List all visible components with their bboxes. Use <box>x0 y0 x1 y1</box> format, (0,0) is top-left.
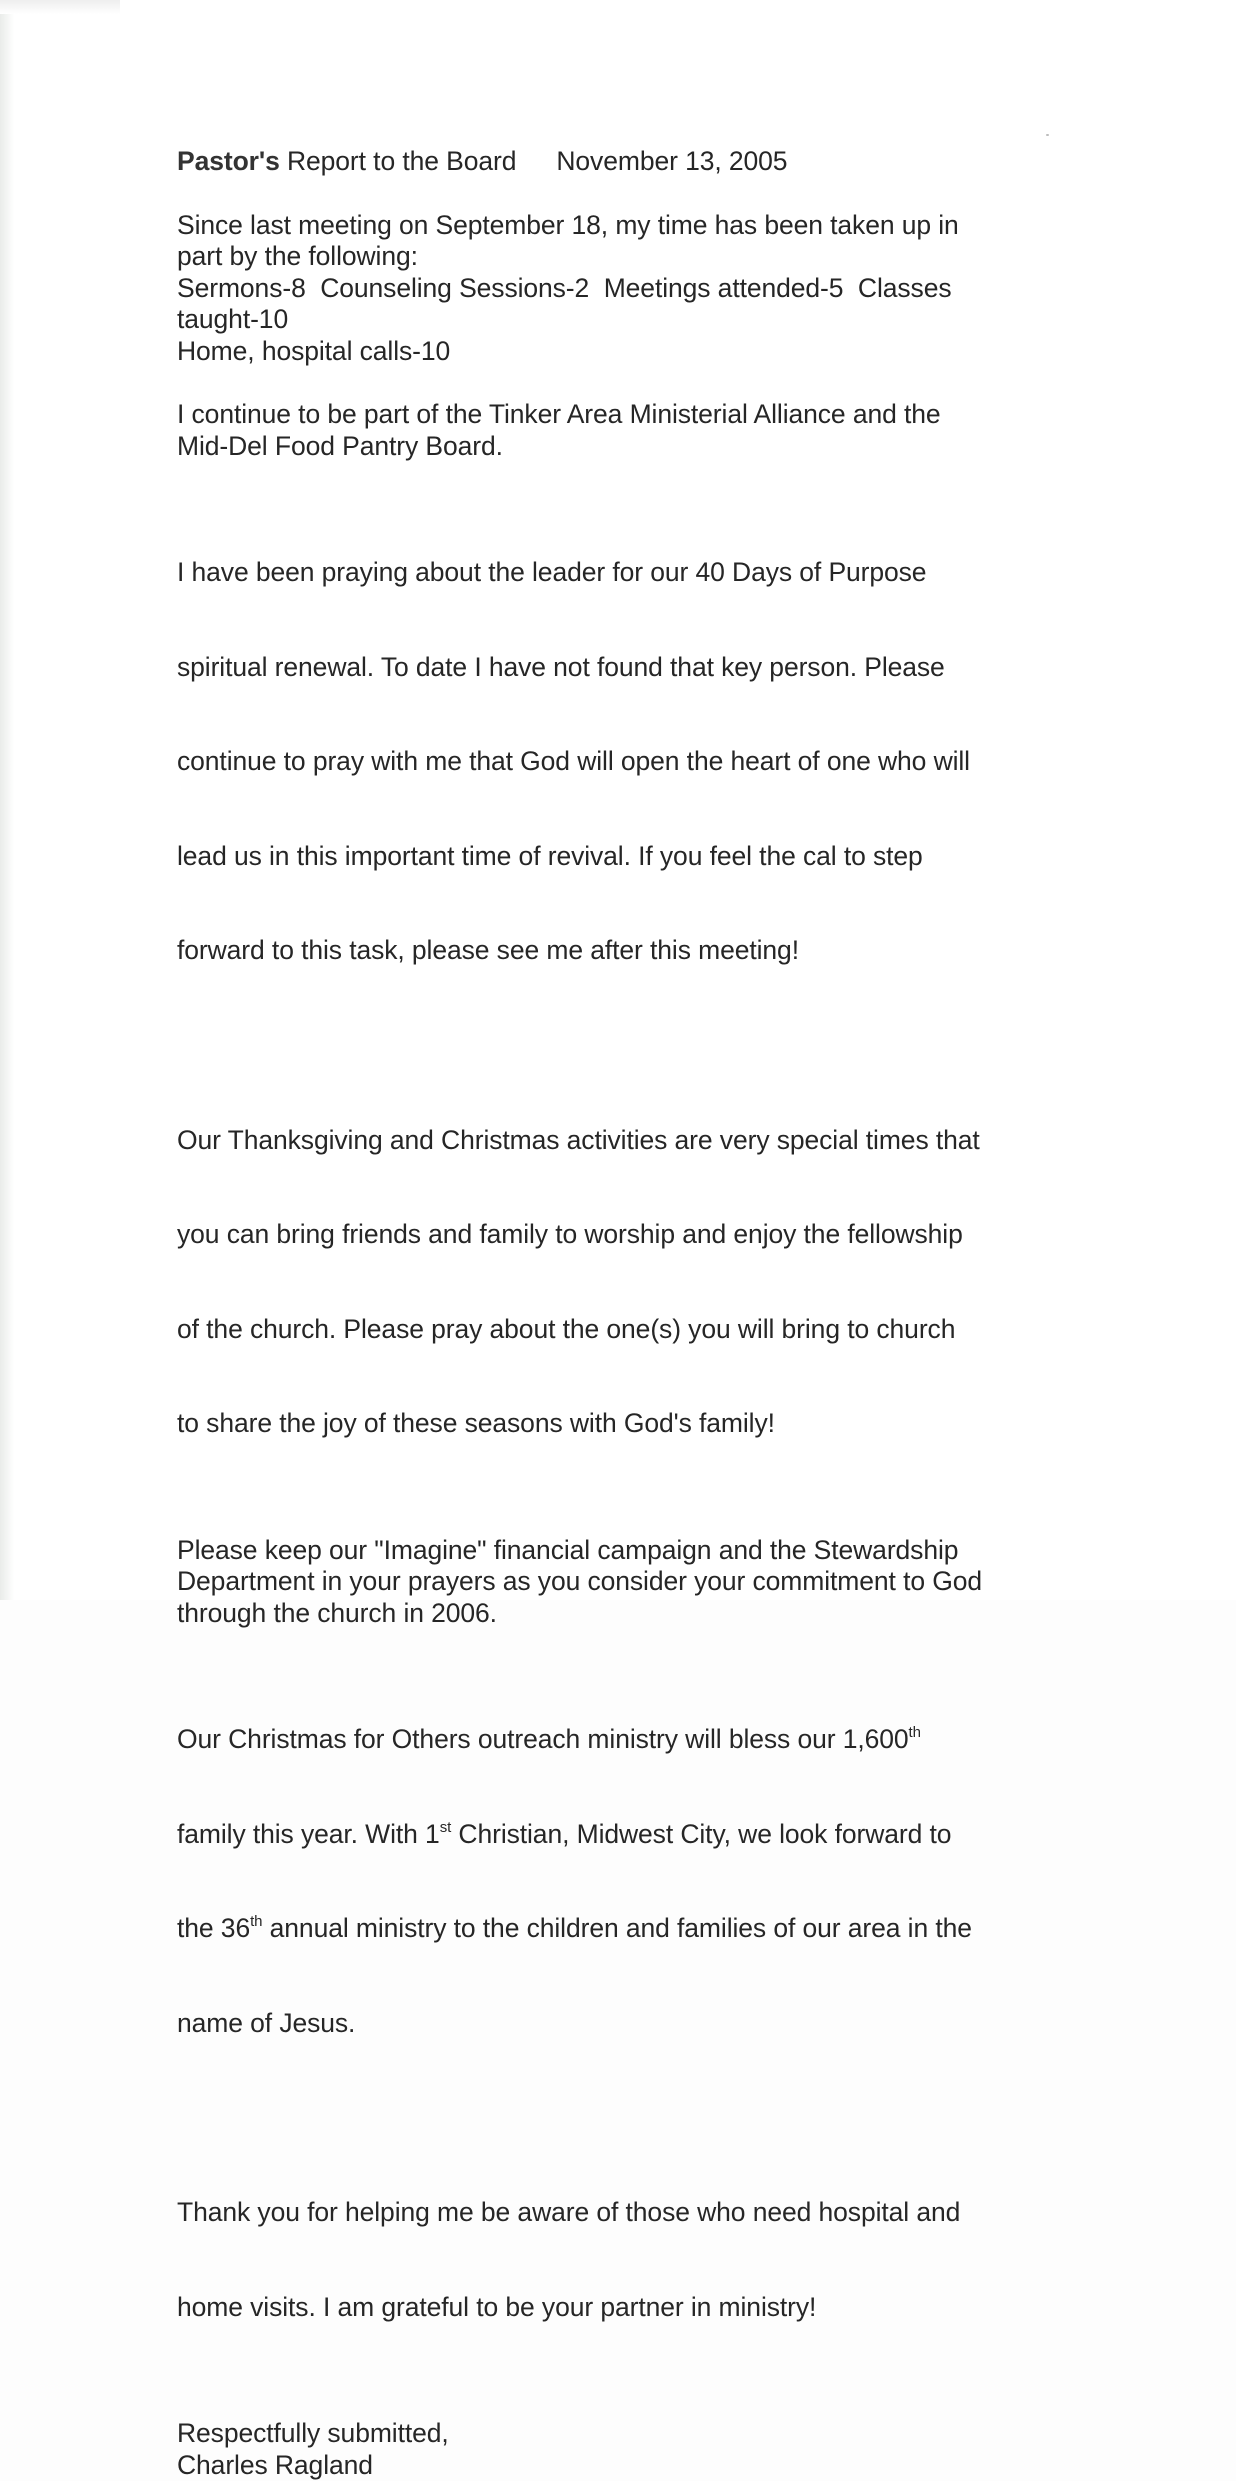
text-run: Christian, Midwest City, we look forward to <box>451 1819 951 1849</box>
text-line: Our Thanksgiving and Christmas activities are very special times that <box>177 1125 1057 1157</box>
text-run: Our Christmas for Others outreach ministry will bless our 1,600 <box>177 1724 909 1754</box>
letter-body <box>177 146 1057 2481</box>
text-line: Department in your prayers as you consider your commitment to God <box>177 1566 1057 1598</box>
text-line: Home, hospital calls-10 <box>177 336 1057 368</box>
text-run: the 36 <box>177 1913 250 1943</box>
scan-corner-shadow <box>0 0 120 14</box>
text-line: lead us in this important time of revival. If you feel the cal to step <box>177 841 1057 873</box>
report-date: November 13, 2005 <box>556 146 787 176</box>
paragraph-activity-summary <box>177 210 1057 368</box>
paragraph-community-boards <box>177 399 1057 462</box>
text-line: Thank you for helping me be aware of those who need hospital and <box>177 2197 1057 2229</box>
text-line: continue to pray with me that God will open the heart of one who will <box>177 746 1057 778</box>
paragraph-christmas-for-others <box>177 1661 1057 2102</box>
paragraph-imagine-campaign <box>177 1535 1057 1630</box>
text-line: Mid-Del Food Pantry Board. <box>177 431 1057 463</box>
text-line: you can bring friends and family to worship and enjoy the fellowship <box>177 1219 1057 1251</box>
ordinal-suffix: th <box>250 1913 262 1930</box>
text-line <box>177 1724 1057 1756</box>
ordinal-suffix: st <box>440 1819 451 1836</box>
scan-edge-shadow <box>0 0 14 1600</box>
text-line: taught-10 <box>177 304 1057 336</box>
text-line: Sermons-8 Counseling Sessions-2 Meetings attended-5 Classes <box>177 273 1057 305</box>
closing-salutation: Respectfully submitted, <box>177 2418 1057 2450</box>
text-line: I continue to be part of the Tinker Area Ministerial Alliance and the <box>177 399 1057 431</box>
text-line <box>177 1913 1057 1945</box>
text-line: home visits. I am grateful to be your partner in ministry! <box>177 2292 1057 2324</box>
text-line: part by the following: <box>177 241 1057 273</box>
report-heading <box>177 146 1057 178</box>
closing-block <box>177 2418 1057 2481</box>
ordinal-suffix: th <box>909 1724 921 1741</box>
heading-title: Report to the Board <box>280 146 517 176</box>
text-run: annual ministry to the children and families of our area in the <box>262 1913 972 1943</box>
text-line <box>177 1819 1057 1851</box>
text-line: to share the joy of these seasons with God's family! <box>177 1408 1057 1440</box>
text-line: spiritual renewal. To date I have not found that key person. Please <box>177 652 1057 684</box>
text-line: Please keep our "Imagine" financial campaign and the Stewardship <box>177 1535 1057 1567</box>
paragraph-holidays <box>177 1062 1057 1503</box>
text-line: I have been praying about the leader for our 40 Days of Purpose <box>177 557 1057 589</box>
paragraph-40-days <box>177 494 1057 1030</box>
text-run: family this year. With 1 <box>177 1819 440 1849</box>
text-line: through the church in 2006. <box>177 1598 1057 1630</box>
heading-pastor-word: Pastor's <box>177 146 280 176</box>
paragraph-thanks <box>177 2134 1057 2386</box>
dust-speck <box>1046 134 1049 136</box>
text-line: Since last meeting on September 18, my time has been taken up in <box>177 210 1057 242</box>
text-line: of the church. Please pray about the one(s) you will bring to church <box>177 1314 1057 1346</box>
signature-name: Charles Ragland <box>177 2450 1057 2481</box>
text-line: name of Jesus. <box>177 2008 1057 2040</box>
text-line: forward to this task, please see me after this meeting! <box>177 935 1057 967</box>
